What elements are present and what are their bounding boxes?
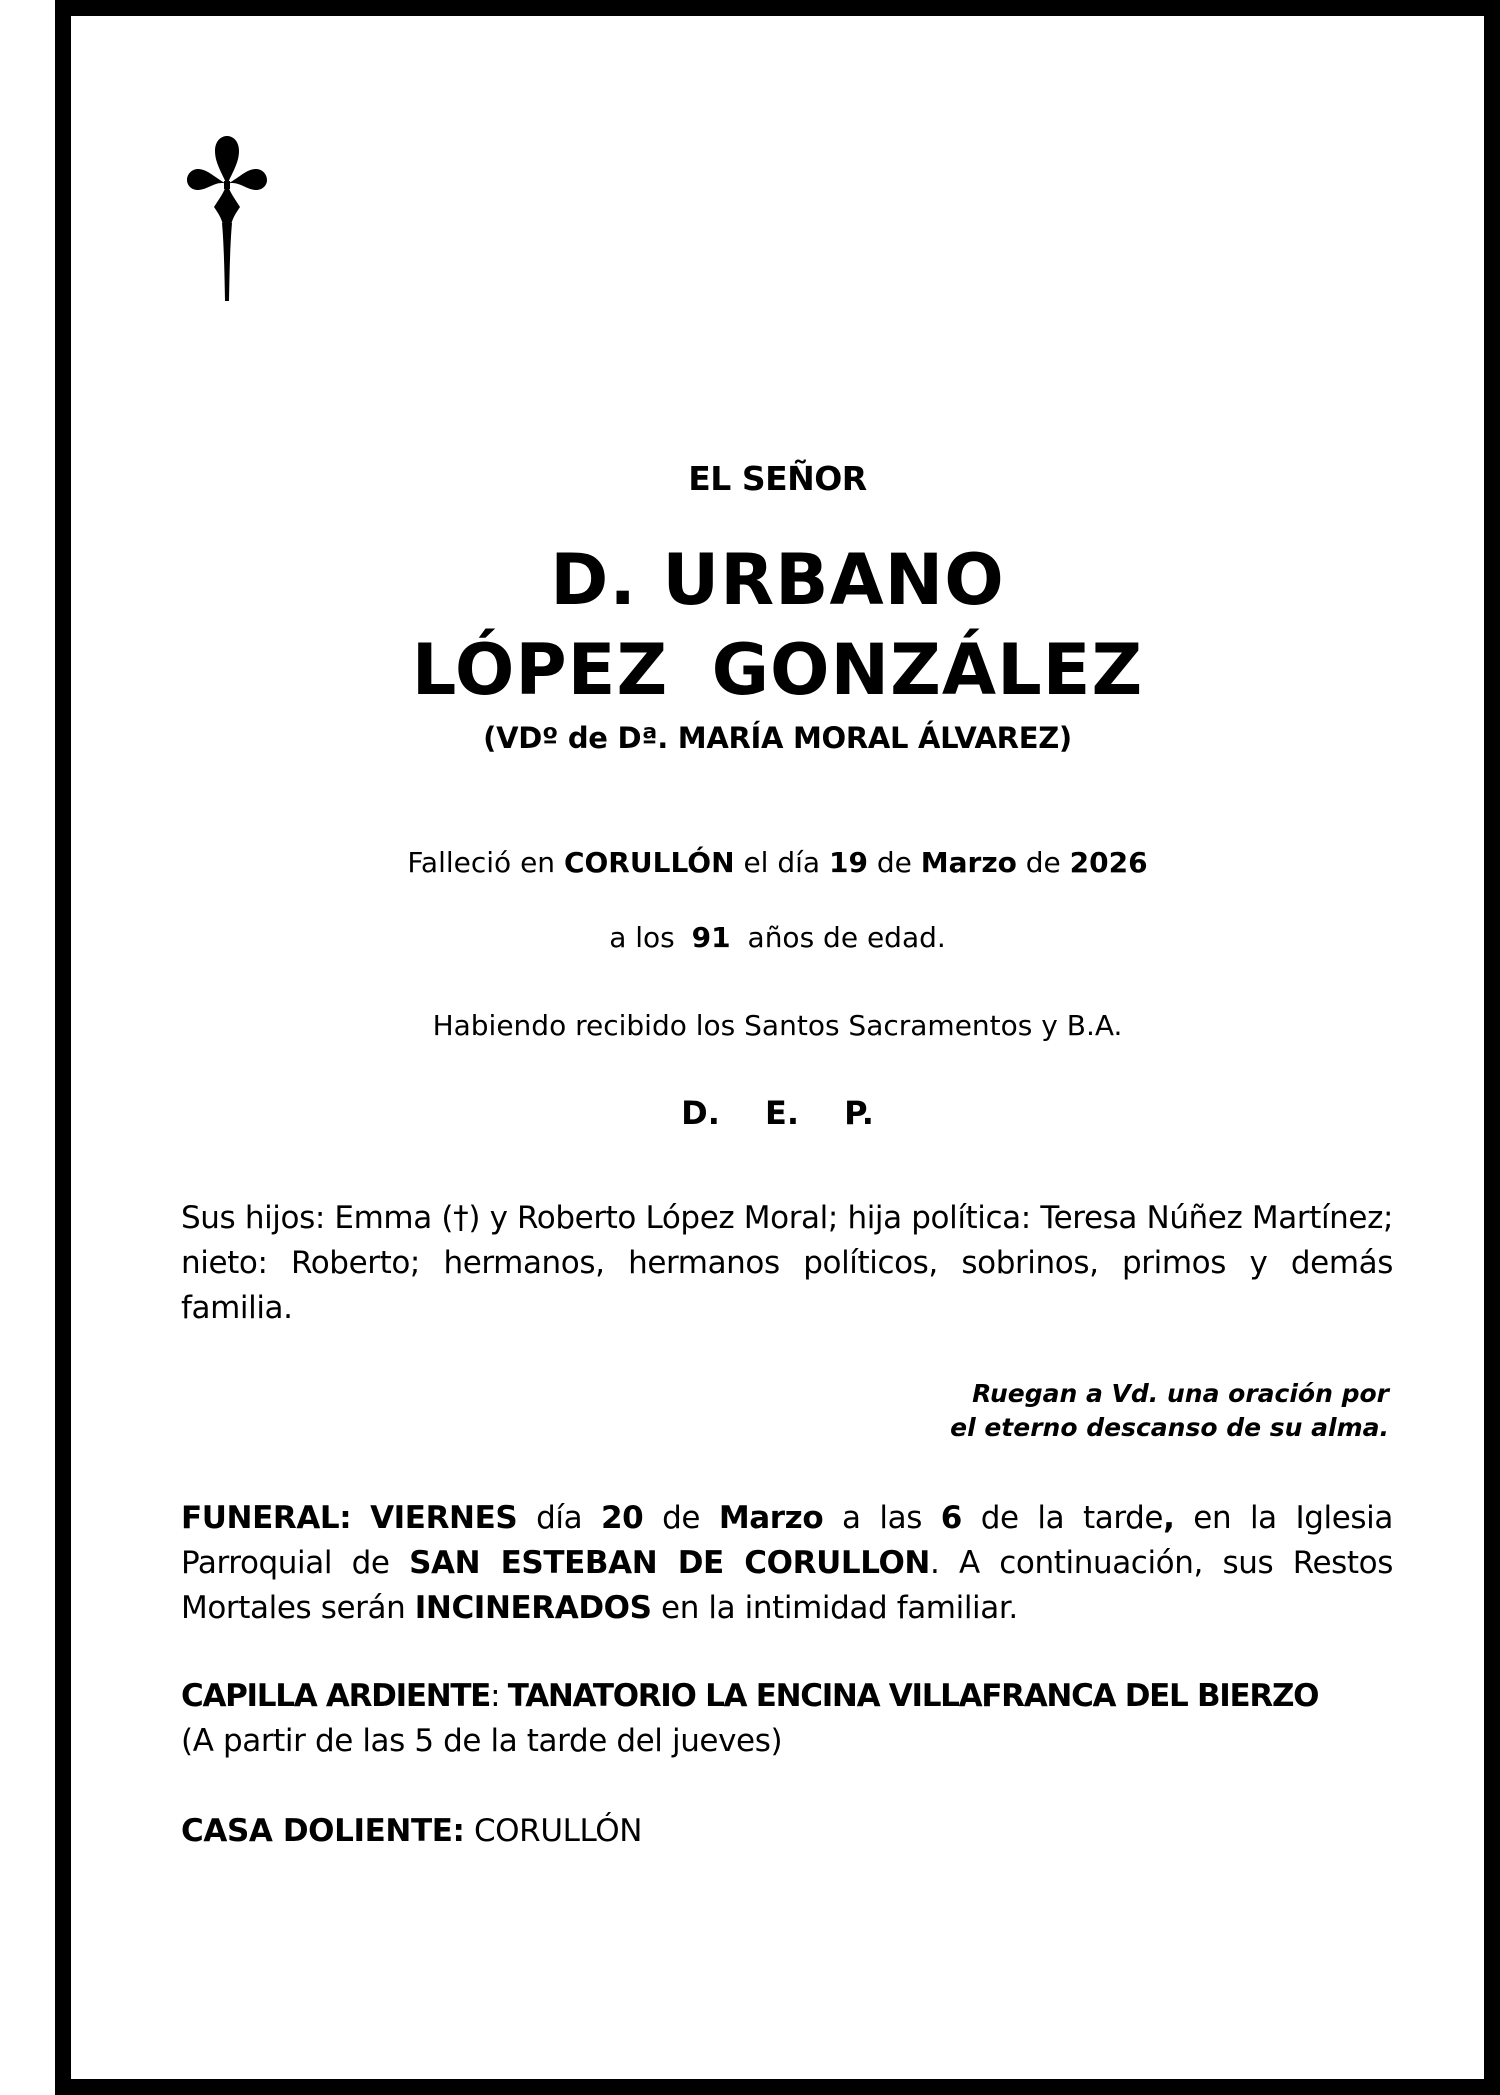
mourning-house-label: CASA DOLIENTE: xyxy=(181,1813,465,1849)
chapel-note: (A partir de las 5 de la tarde del jueves) xyxy=(181,1723,783,1759)
chapel-heading xyxy=(181,1674,1393,1719)
death-prefix: Falleció en xyxy=(407,846,556,879)
death-place: CORULLÓN xyxy=(563,846,735,879)
age-years: 91 xyxy=(691,921,731,954)
mourning-border xyxy=(55,0,1500,2095)
prayer-line-2: el eterno descanso de su alma. xyxy=(950,1413,1389,1442)
chapel-label: CAPILLA ARDIENTE xyxy=(181,1678,491,1714)
funeral-disposition: INCINERADOS xyxy=(414,1590,652,1626)
death-year: 2026 xyxy=(1069,846,1148,879)
prayer-request xyxy=(700,1377,1389,1445)
funeral-weekday: VIERNES xyxy=(370,1500,518,1536)
funeral-month: Marzo xyxy=(718,1500,824,1536)
funeral-day: 20 xyxy=(600,1500,644,1536)
age-prefix: a los xyxy=(609,921,675,954)
cross-icon xyxy=(186,135,268,303)
age-statement xyxy=(71,918,1484,958)
death-of-2: de xyxy=(1025,846,1061,879)
prayer-line-1: Ruegan a Vd. una oración por xyxy=(972,1379,1389,1408)
funeral-label: FUNERAL: xyxy=(181,1500,352,1536)
funeral-church: SAN ESTEBAN DE CORULLON xyxy=(409,1545,930,1581)
funeral-continuation: . A continuación, sus Restos Mortales serán xyxy=(181,1545,1393,1626)
funeral-day-label: día xyxy=(536,1500,583,1536)
funeral-of: de xyxy=(662,1500,701,1536)
death-month: Marzo xyxy=(920,846,1017,879)
chapel-colon: : xyxy=(490,1678,500,1714)
death-day: 19 xyxy=(828,846,868,879)
widower-note: (VDº de Dª. MARÍA MORAL ÁLVAREZ) xyxy=(483,721,1072,755)
mourning-house xyxy=(181,1809,1393,1854)
mourning-house-place: CORULLÓN xyxy=(473,1813,643,1849)
deceased-surnames: LÓPEZ GONZÁLEZ xyxy=(411,629,1144,711)
rip-abbreviation: D. E. P. xyxy=(681,1094,874,1132)
sacraments-statement: Habiendo recibido los Santos Sacramentos y B.A. xyxy=(432,1009,1123,1042)
funeral-hour: 6 xyxy=(940,1500,962,1536)
funeral-details xyxy=(181,1496,1393,1631)
funeral-comma: , xyxy=(1163,1500,1175,1536)
death-statement xyxy=(71,843,1484,883)
honorific-title: EL SEÑOR xyxy=(688,459,867,498)
funeral-at: a las xyxy=(842,1500,922,1536)
chapel-place: TANATORIO LA ENCINA VILLAFRANCA DEL BIERZO xyxy=(507,1678,1319,1714)
funeral-place-prefix: en la Iglesia Parroquial de xyxy=(181,1500,1393,1581)
chapel-details xyxy=(181,1674,1393,1764)
age-suffix: años de edad. xyxy=(747,921,946,954)
death-day-label: el día xyxy=(743,846,821,879)
funeral-end: en la intimidad familiar. xyxy=(661,1590,1018,1626)
family-list: Sus hijos: Emma (†) y Roberto López Moral; hija política: Teresa Núñez Martínez; nieto: Roberto; hermanos, hermanos políticos, sobrinos, primos y demás familia. xyxy=(181,1200,1393,1326)
funeral-time-suffix: de la tarde xyxy=(980,1500,1164,1536)
death-of-1: de xyxy=(876,846,912,879)
deceased-first-name: D. URBANO xyxy=(550,539,1005,621)
